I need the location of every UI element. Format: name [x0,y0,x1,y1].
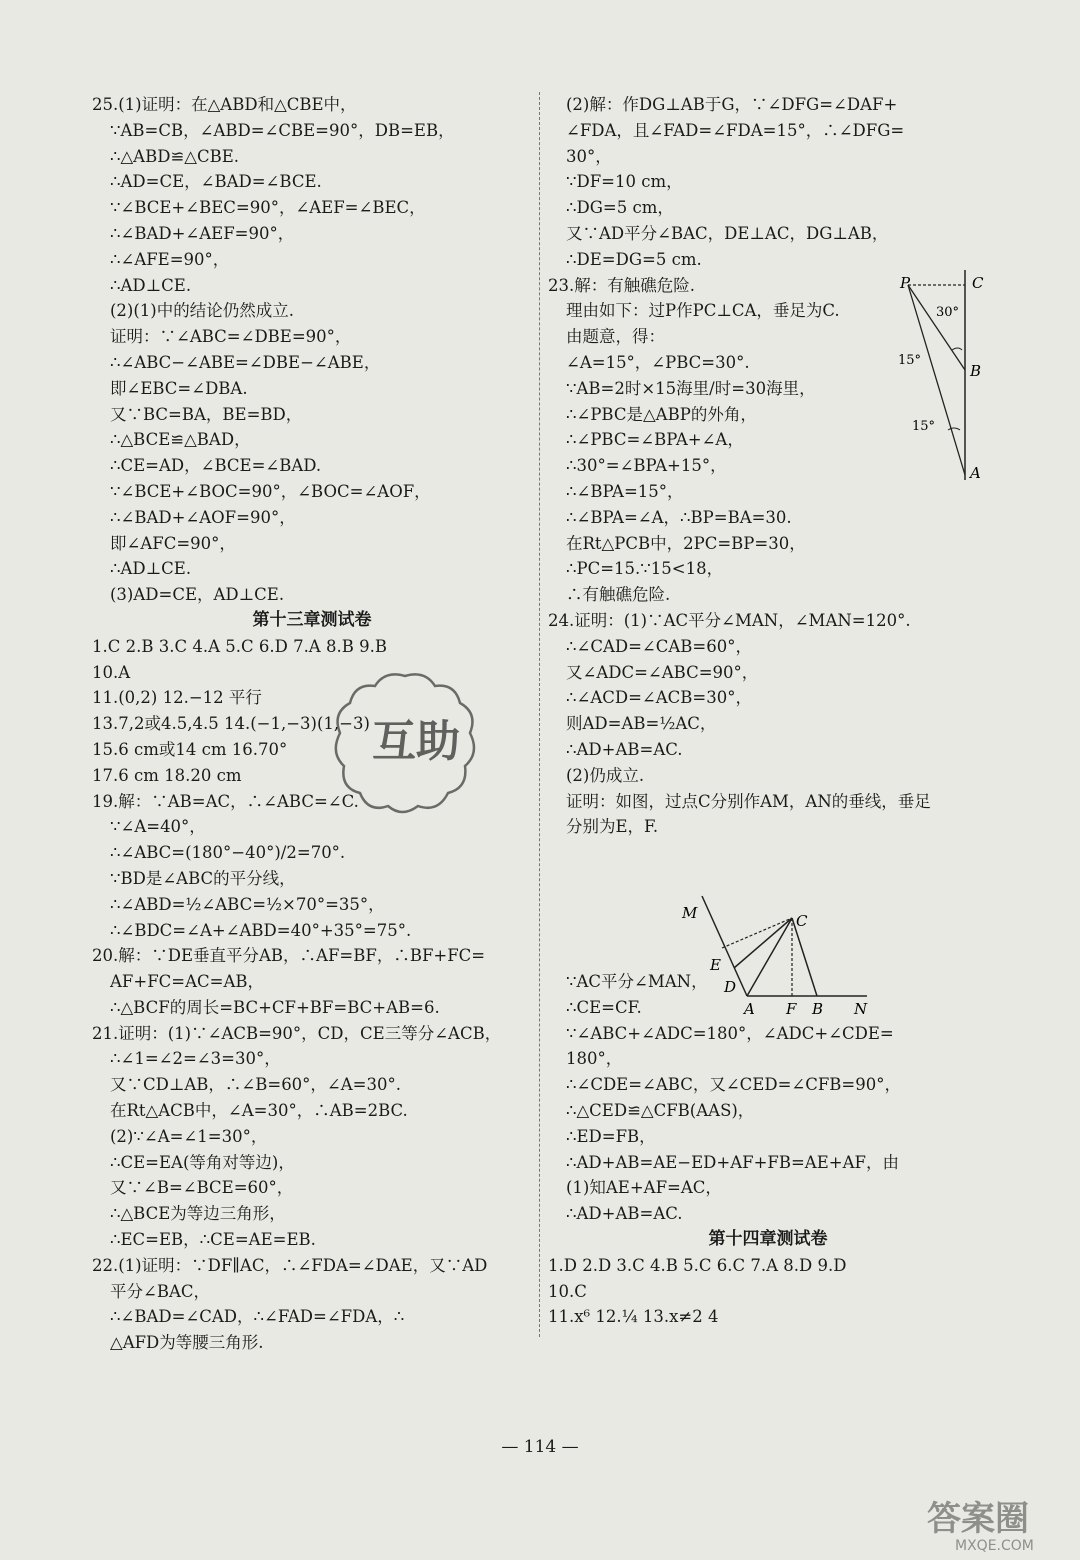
text-line: ∴∠ABC−∠ABE=∠DBE−∠ABE， [110,352,381,372]
text-line: 证明：∵∠ABC=∠DBE=90°， [110,327,352,347]
text-line: ∴∠CAD=∠CAB=60°， [566,636,752,656]
text-line: ∠FDA，且∠FAD=∠FDA=15°，∴∠DFG= [566,120,905,140]
text-line: 25.(1)证明：在△ABD和△CBE中， [92,95,357,114]
column-divider [539,92,540,1337]
label-30: 30° [936,305,960,320]
label-d: D [724,978,737,996]
text-line: ∵AB=2时×15海里/时=30海里， [566,378,816,398]
text-line: (2)解：作DG⊥AB于G，∵∠DFG=∠DAF+ [566,95,898,114]
text-line: ∴△CED≌△CFB(AAS)， [566,1101,755,1121]
text-line: 理由如下：过P作PC⊥CA，垂足为C. [566,301,840,321]
text-line: 24.证明：(1)∵AC平分∠MAN，∠MAN=120°. [548,610,911,630]
text-line: 17.6 cm 18.20 cm [92,765,242,785]
text-line: ∴∠BAD+∠AEF=90°， [110,223,295,243]
text-line: ∴ED=FB， [566,1126,656,1146]
text-line: ∠A=15°，∠PBC=30°. [566,352,750,372]
figure-bisector-diagram [672,888,882,1018]
text-line: ∴∠ABD=½∠ABC=½×70°=35°， [110,894,385,914]
text-line: ∴△BCE≌△BAD， [110,430,251,450]
section-heading: 第十四章测试卷 [708,1229,828,1250]
text-line: 即∠AFC=90°， [110,533,236,553]
text-line: ∴∠BDC=∠A+∠ABD=40°+35°=75°. [110,920,412,940]
label-m: M [682,904,698,922]
stamp-text: 互助 [372,716,460,767]
text-line: ∴△BCF的周长=BC+CF+BF=BC+AB=6. [110,997,440,1017]
text-line: 分别为E，F. [566,817,659,837]
text-line: ∵∠A=40°， [110,817,206,837]
text-line: (2)仍成立. [566,765,645,785]
text-line: ∴DG=5 cm， [566,198,674,218]
text-line: 1.D 2.D 3.C 4.B 5.C 6.C 7.A 8.D 9.D [548,1255,847,1275]
text-line: ∴AD+AB=AC. [566,1204,683,1224]
text-line: ∴∠BAD=∠CAD，∴∠FAD=∠FDA，∴ [110,1307,405,1327]
text-line: ∴∠BPA=∠A，∴BP=BA=30. [566,507,792,527]
text-line: 10.A [92,662,131,682]
label-c: C [972,274,984,292]
label-c2: C [796,912,808,930]
text-line: 30°， [566,146,612,166]
text-line: 180°， [566,1049,623,1069]
text-line: 即∠EBC=∠DBA. [110,378,248,398]
text-line: ∴AD⊥CE. [110,559,192,579]
text-line: 又∵AD平分∠BAC，DE⊥AC，DG⊥AB， [566,223,889,243]
text-line: 23.解：有触礁危险. [548,275,695,295]
text-line: 22.(1)证明：∵DF∥AC，∴∠FDA=∠DAE，又∵AD [92,1255,488,1275]
text-line: 13.7,2或4.5,4.5 14.(−1,−3)(1,−3) [92,714,370,734]
text-line: 又∵BC=BA，BE=BD， [110,404,303,424]
watermark-sub: MXQE.COM [955,1538,1034,1554]
text-line: ∴AD=CE，∠BAD=∠BCE. [110,172,322,192]
text-line: ∵AC平分∠MAN， [566,972,708,992]
label-b2: B [812,1000,824,1018]
text-line: ∴△ABD≌△CBE. [110,146,240,166]
text-line: ∴EC=EB，∴CE=AE=EB. [110,1230,316,1250]
text-line: △AFD为等腰三角形. [110,1333,264,1353]
label-e: E [710,956,721,974]
text-line: 由题意，得： [566,327,665,347]
text-line: ∵BD是∠ABC的平分线， [110,868,296,888]
text-line: 又∠ADC=∠ABC=90°， [566,662,759,682]
text-line: ∵∠BCE+∠BEC=90°，∠AEF=∠BEC， [110,198,426,218]
text-line [548,840,988,866]
text-line: ∴PC=15.∵15<18， [566,559,724,579]
text-line: ∴AD+AB=AC. [566,739,683,759]
text-line: (1)知AE+AF=AC， [566,1178,722,1198]
text-line: 平分∠BAC， [110,1281,210,1301]
text-line: ∵∠BCE+∠BOC=90°，∠BOC=∠AOF， [110,481,431,501]
label-a2: A [744,1000,755,1018]
text-line: ∴∠PBC=∠BPA+∠A， [566,430,744,450]
figure-ship-diagram [890,270,1000,485]
text-line: ∴DE=DG=5 cm. [566,249,702,269]
text-line: ∵AB=CB，∠ABD=∠CBE=90°，DB=EB， [110,120,455,140]
text-line: ∴CE=CF. [566,997,642,1017]
text-line: 19.解：∵AB=AC，∴∠ABC=∠C. [92,791,359,811]
text-line: ∴∠BPA=15°， [566,481,684,501]
text-line: ∵∠ABC+∠ADC=180°，∠ADC+∠CDE= [566,1023,894,1043]
text-line: 证明：如图，过点C分别作AM，AN的垂线，垂足 [566,791,931,811]
text-line: 在Rt△PCB中，2PC=BP=30， [566,533,806,553]
label-b: B [970,362,982,380]
dashed-ce [722,918,792,948]
segment-ac [747,918,792,996]
text-line: ∴△BCE为等边三角形， [110,1204,286,1224]
label-f: F [786,1000,797,1018]
text-line: 15.6 cm或14 cm 16.70° [92,739,288,759]
text-line: ∴∠BAD+∠AOF=90°， [110,507,296,527]
text-line: 在Rt△ACB中，∠A=30°，∴AB=2BC. [110,1101,408,1121]
text-line: (3)AD=CE，AD⊥CE. [110,585,285,605]
stamp-logo [330,668,480,818]
label-n: N [854,1000,868,1018]
watermark-logo [925,1492,1065,1554]
text-line: 10.C [548,1281,587,1301]
angle-arc-b [952,348,962,350]
label-15-top: 15° [898,353,922,368]
text-line: 则AD=AB=½AC， [566,714,717,734]
text-line: ∴∠ACD=∠ACB=30°， [566,688,752,708]
text-line: (2)∵∠A=∠1=30°， [110,1126,268,1146]
text-line: ∴CE=AD，∠BCE=∠BAD. [110,456,322,476]
text-line: 又∵∠B=∠BCE=60°， [110,1178,294,1198]
text-line: ∴∠1=∠2=∠3=30°， [110,1049,281,1069]
label-15-bottom: 15° [912,419,936,434]
text-line: (2)(1)中的结论仍然成立. [110,301,294,321]
section-heading: 第十三章测试卷 [252,609,372,630]
text-line: ∴AD⊥CE. [110,275,192,295]
text-line: 又∵CD⊥AB，∴∠B=60°，∠A=30°. [110,1075,401,1095]
page-number: — 114 — [501,1437,579,1457]
text-line: ∴∠PBC是△ABP的外角， [566,404,757,424]
text-line: 20.解：∵DE垂直平分AB，∴AF=BF，∴BF+FC= [92,946,486,966]
text-line: 11.(0,2) 12.−12 平行 [92,688,262,708]
text-line: ∴有触礁危险. [566,585,671,605]
text-line: 11.x⁶ 12.¼ 13.x≠2 4 [548,1307,719,1327]
text-line: AF+FC=AC=AB， [110,972,264,992]
watermark-text: 答案圈 [927,1499,1029,1539]
text-line: ∴∠AFE=90°， [110,249,230,269]
text-line: ∴∠CDE=∠ABC，又∠CED=∠CFB=90°， [566,1075,901,1095]
text-line: 1.C 2.B 3.C 4.A 5.C 6.D 7.A 8.B 9.B [92,636,387,656]
text-line: ∴30°=∠BPA+15°， [566,456,727,476]
text-line: ∴AD+AB=AE−ED+AF+FB=AE+AF，由 [566,1152,899,1172]
text-line: ∴CE=EA(等角对等边)， [110,1152,295,1172]
text-line: 21.证明：(1)∵∠ACB=90°，CD，CE三等分∠ACB， [92,1023,502,1043]
label-a: A [970,464,981,482]
text-line: ∴∠ABC=(180°−40°)/2=70°. [110,843,346,863]
segment-dc [734,918,792,968]
label-p: P [900,274,911,292]
angle-arc-a [948,428,960,430]
text-line: ∵DF=10 cm， [566,172,683,192]
